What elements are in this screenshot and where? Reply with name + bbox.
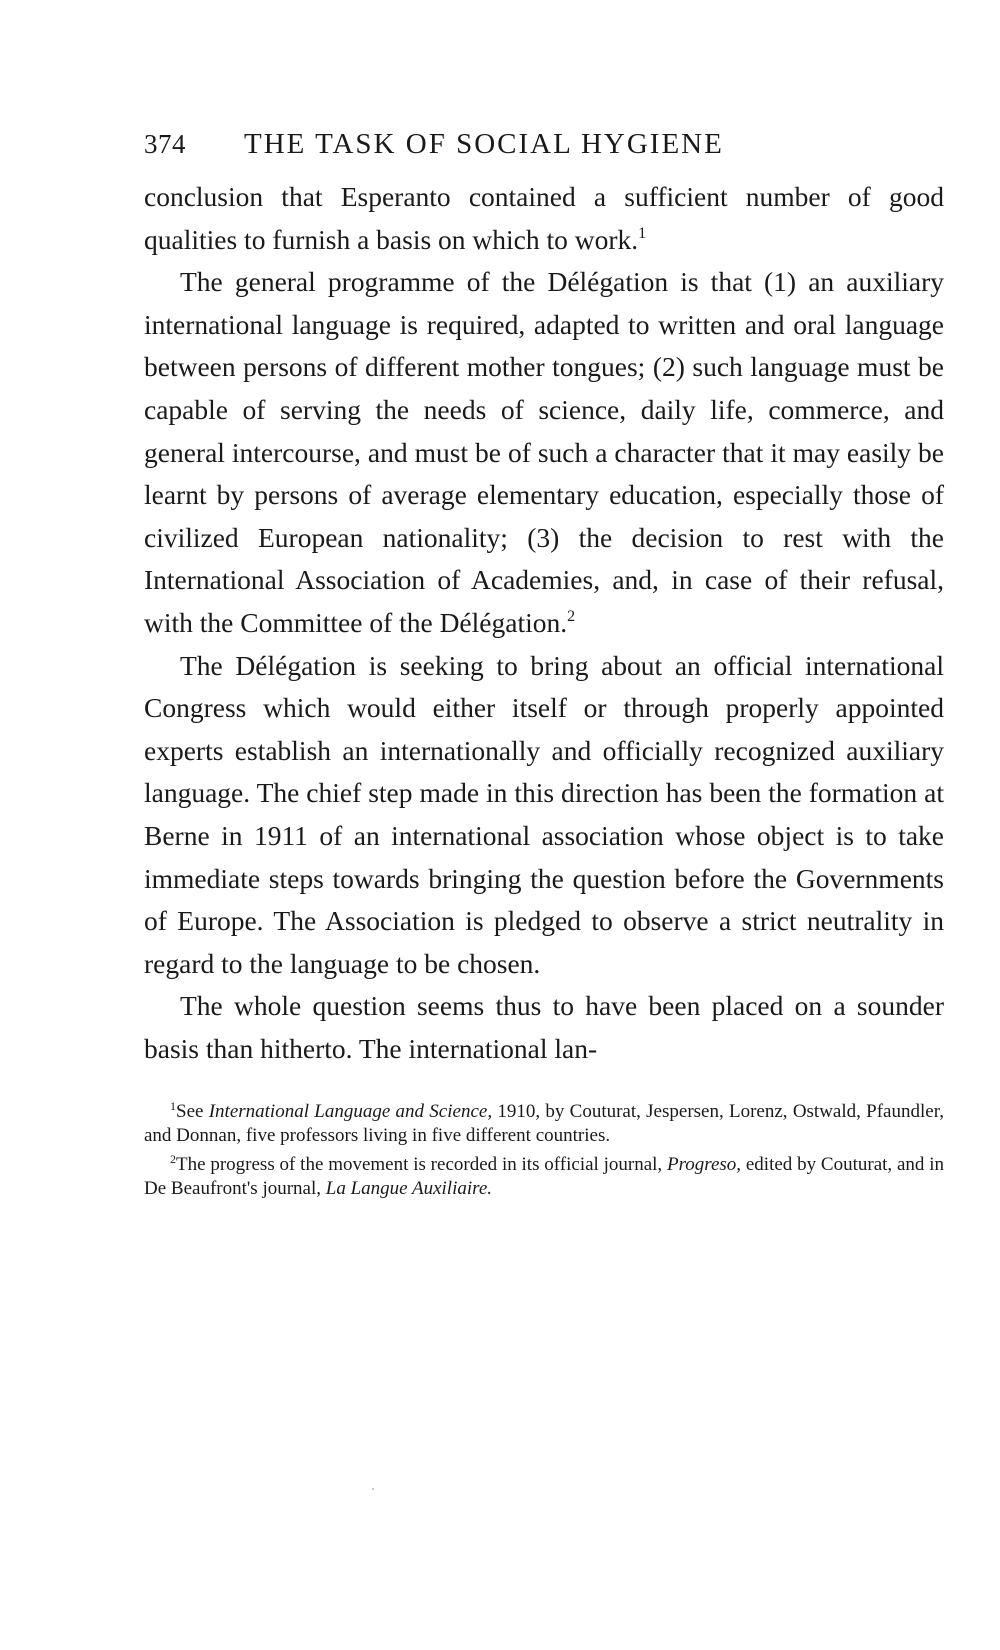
footnote-1-mark: 1 [170, 1099, 176, 1114]
paragraph-3: The Délégation is seeking to bring about an official international Congress which would either itself or through properly appointed experts establish an internationally and officially recognized auxiliary language. The chief step made in this direction has been the formation at Berne in 1911 of an international association whose object is to take immediate steps towards bringing the question before the Governments of Europe. The Association is pledged to observe a strict neutrality in regard to the language to be chosen. [144, 649, 944, 979]
footnote-1-post: 1910, by Couturat, Jespersen, Lorenz, Ostwald, Pfaundler, and Donnan, five professors living in five different countries. [144, 1101, 945, 1146]
running-title: THE TASK OF SOCIAL HYGIENE [244, 128, 724, 160]
page-number: 374 [144, 129, 186, 159]
book-page [144, 128, 944, 1200]
footnote-2-journal-1: Progreso, [667, 1154, 742, 1176]
page-header [144, 128, 944, 172]
paragraph-4: The whole question seems thus to have been placed on a sounder basis than hitherto. The international lan- [144, 990, 944, 1064]
footnote-1-pre: See [176, 1101, 209, 1123]
paragraph-1-text: conclusion that Esperanto contained a sufficient number of good qualities to furnish a basis on which to work. [144, 181, 944, 255]
footnote-1-title: International Language and Science, [208, 1101, 493, 1123]
footnote-2-mark: 2 [170, 1152, 176, 1167]
paragraph-2-text: The general programme of the Délégation is that (1) an auxiliary international language is required, adapted to written and oral language between persons of different mother tongues; (2) such language must be capable of serving the needs of science, daily life, commerce, and general intercourse, and must be of such a character that it may easily be learnt by persons of average elementary education, especially those of civilized European nationality; (3) the decision to rest with the International Association of Academies, and, in case of their refusal, with the Committee of the Délégation. [144, 266, 944, 638]
paragraph-1 [144, 176, 944, 261]
paragraph-2 [144, 261, 944, 644]
footnote-ref-2: 2 [567, 607, 576, 625]
footnote-ref-1: 1 [638, 224, 647, 242]
footnotes [144, 1100, 944, 1200]
footnote-1 [144, 1100, 944, 1147]
body-text [144, 176, 944, 1070]
scan-speck [372, 1488, 374, 1490]
footnote-2-mid: edited by Couturat, and in De Beaufront's journal, [144, 1154, 944, 1199]
footnote-2-pre: The progress of the movement is recorded in its official journal, [176, 1154, 667, 1176]
footnote-2-journal-2: La Langue Auxiliaire. [325, 1177, 493, 1199]
footnote-2 [144, 1153, 944, 1200]
